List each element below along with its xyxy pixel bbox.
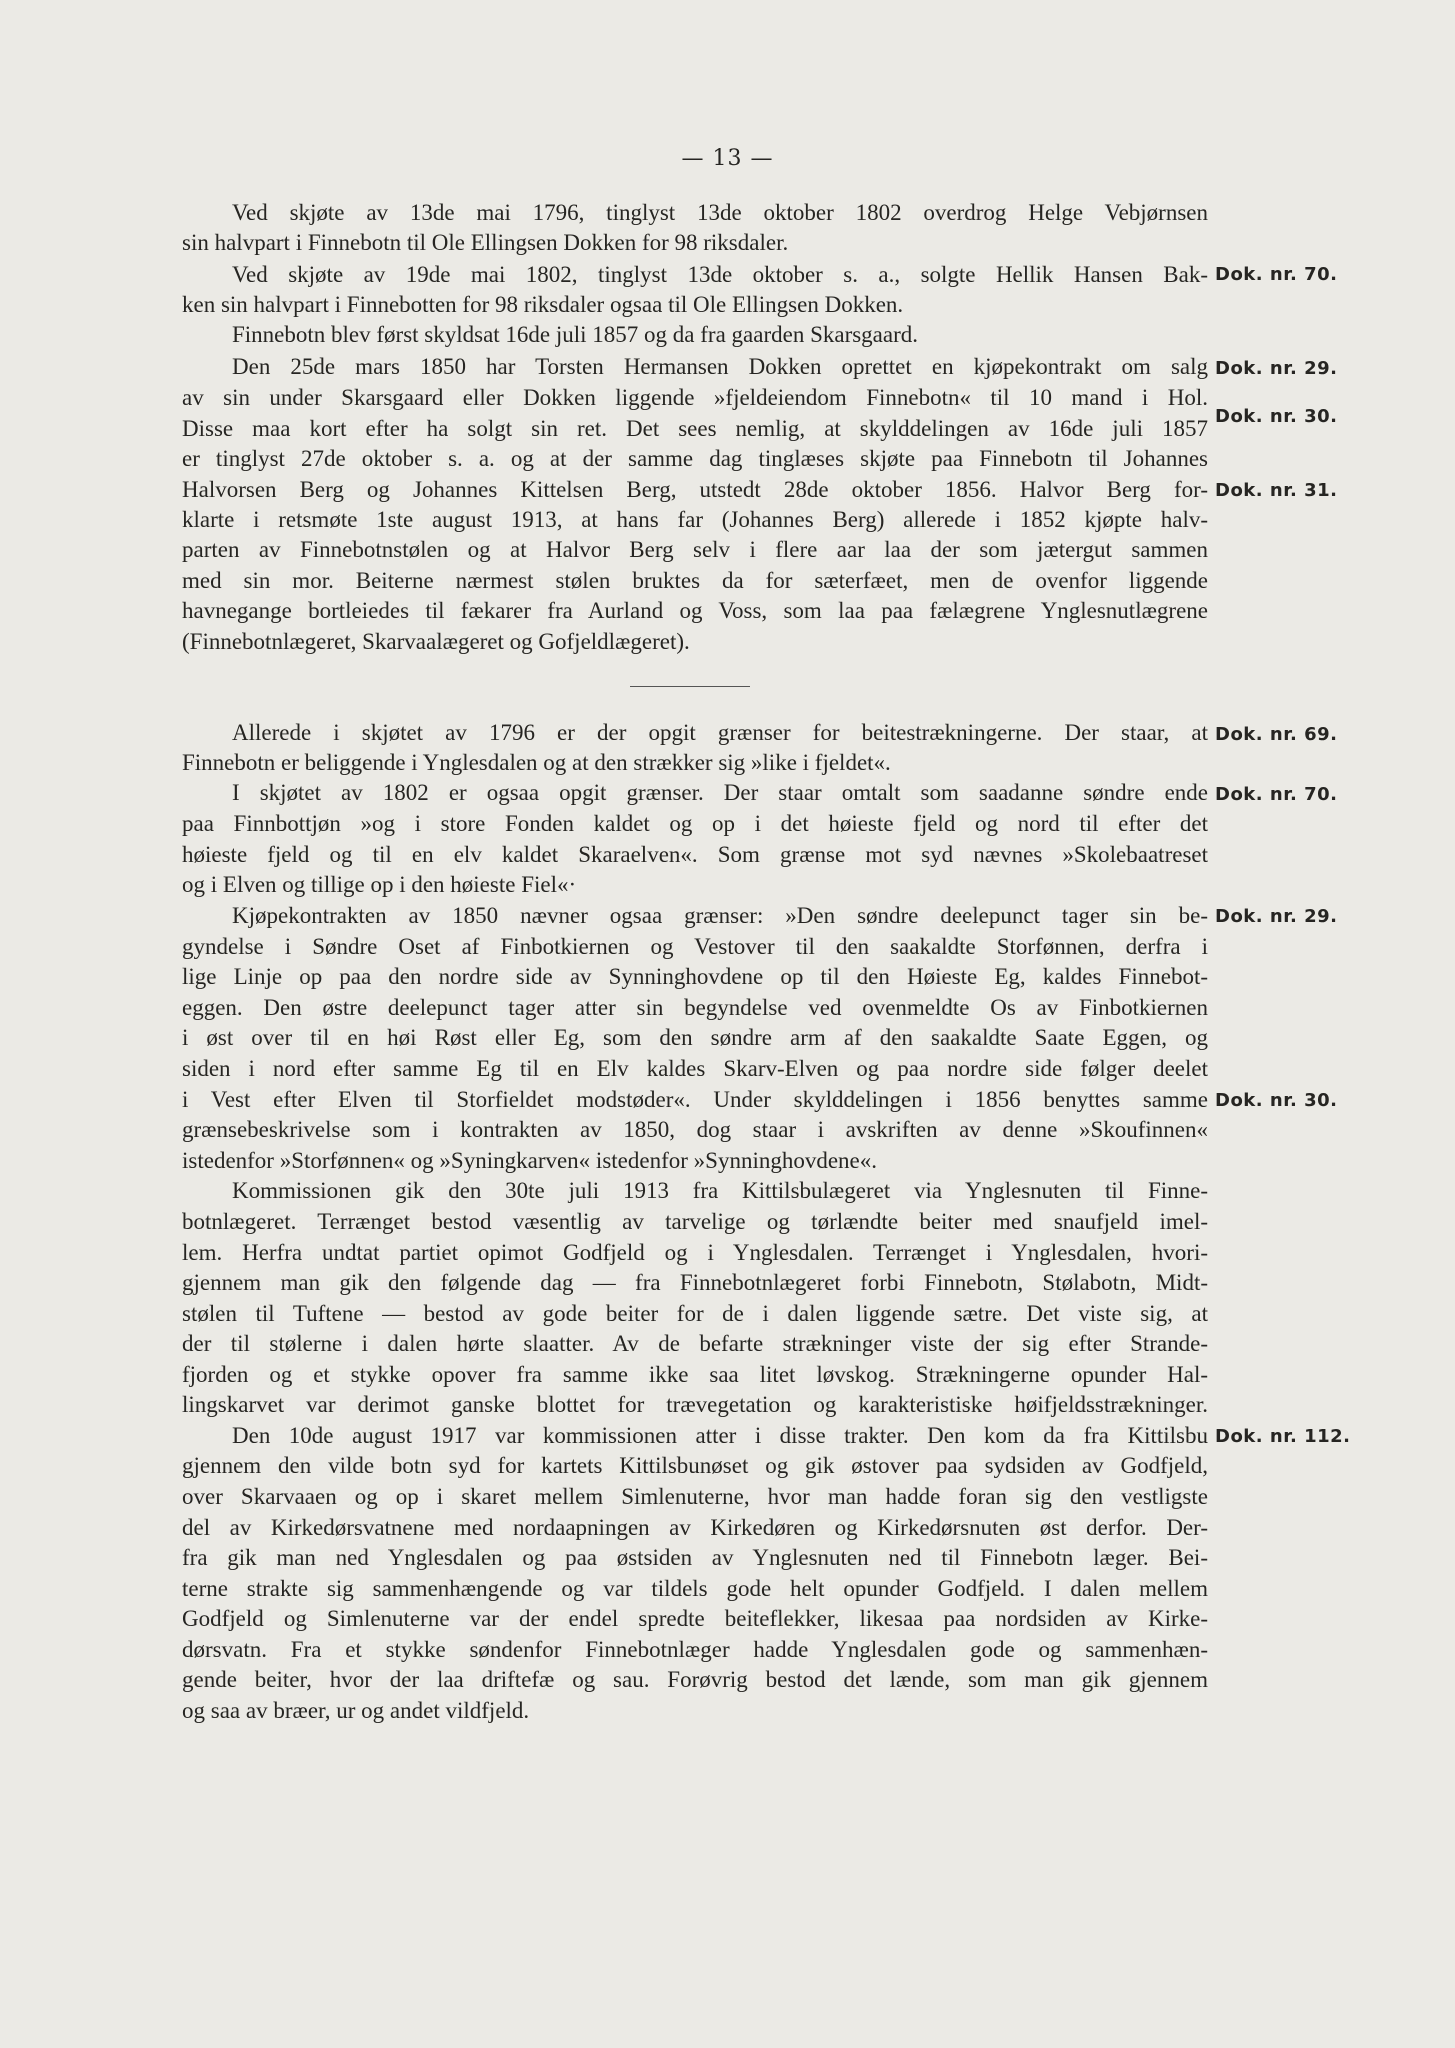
- text-line: dørsvatn. Fra et stykke søndenfor Finnebotnlæger hadde Ynglesdalen gode og sammenhæn-: [182, 1637, 1208, 1662]
- text-line: Finnebotn er beliggende i Ynglesdalen og at den strækker sig »like i fjeldet«.: [182, 750, 891, 775]
- text-line: Den 10de august 1917 var kommissionen atter i disse trakter. Den kom da fra Kittilsbu: [232, 1423, 1208, 1448]
- text-line: er tinglyst 27de oktober s. a. og at der samme dag tinglæses skjøte paa Finnebotn til Johannes: [182, 446, 1208, 471]
- text-line: Ved skjøte av 13de mai 1796, tinglyst 13de oktober 1802 overdrog Helge Vebjørnsen: [232, 200, 1208, 225]
- text-line: stølen til Tuftene — bestod av gode beiter for de i dalen liggende sætre. Det viste sig, at: [182, 1301, 1208, 1326]
- margin-note: Dok. nr. 30.: [1215, 406, 1338, 427]
- text-line: istedenfor »Storfønnen« og »Syningkarven« istedenfor »Synninghovdene«.: [182, 1148, 877, 1173]
- text-line: gende beiter, hvor der laa driftefæ og sau. Forøvrig bestod det lænde, som man gik gjennem: [182, 1667, 1208, 1692]
- text-line: der til stølerne i dalen hørte slaatter. Av de befarte strækninger viste der sig efter Strande-: [182, 1331, 1208, 1356]
- text-line: fjorden og et stykke opover fra samme ikke saa litet løvskog. Strækningerne opunder Hal-: [182, 1362, 1208, 1387]
- text-line: grænsebeskrivelse som i kontrakten av 1850, dog staar i avskriften av denne »Skoufinnen«: [182, 1117, 1208, 1142]
- text-line: fra gik man ned Ynglesdalen og paa østsiden av Ynglesnuten ned til Finnebotn læger. Bei-: [182, 1545, 1208, 1570]
- text-line: med sin mor. Beiterne nærmest stølen bruktes da for sæterfæet, men de ovenfor liggende: [182, 568, 1208, 593]
- text-line: i Vest efter Elven til Storfieldet modstøder«. Under skylddelingen i 1856 benyttes samme: [182, 1087, 1208, 1112]
- text-line: over Skarvaaen og op i skaret mellem Simlenuterne, hvor man hadde foran sig den vestligste: [182, 1484, 1208, 1509]
- text-line: Ved skjøte av 19de mai 1802, tinglyst 13de oktober s. a., solgte Hellik Hansen Bak-: [232, 262, 1208, 287]
- margin-note: Dok. nr. 70.: [1215, 264, 1338, 285]
- section-divider: [630, 686, 750, 687]
- text-line: gyndelse i Søndre Oset af Finbotkiernen og Vestover til den saakaldte Storfønnen, derfra i: [182, 934, 1208, 959]
- margin-note: Dok. nr. 30.: [1215, 1090, 1338, 1111]
- text-line: sin halvpart i Finnebotn til Ole Ellingsen Dokken for 98 riksdaler.: [182, 230, 789, 255]
- text-line: paa Finnbottjøn »og i store Fonden kaldet og op i det høieste fjeld og nord til efter det: [182, 811, 1208, 836]
- text-line: gjennem den vilde botn syd for kartets Kittilsbunøset og gik østover paa sydsiden av Godfjeld,: [182, 1453, 1208, 1478]
- text-line: Disse maa kort efter ha solgt sin ret. Det sees nemlig, at skylddelingen av 16de juli 1857: [182, 416, 1208, 441]
- text-line: eggen. Den østre deelepunct tager atter sin begyndelse ved ovenmeldte Os av Finbotkiernen: [182, 995, 1208, 1020]
- text-line: lingskarvet var derimot ganske blottet for trævegetation og karakteristiske høifjeldsstrækninger.: [182, 1392, 1208, 1417]
- text-line: Halvorsen Berg og Johannes Kittelsen Berg, utstedt 28de oktober 1856. Halvor Berg for-: [182, 477, 1208, 502]
- text-line: siden i nord efter samme Eg til en Elv kaldes Skarv-Elven og paa nordre side følger deelet: [182, 1056, 1208, 1081]
- page-number: — 13 —: [681, 146, 774, 171]
- text-line: av sin under Skarsgaard eller Dokken liggende »fjeldeiendom Finnebotn« til 10 mand i Hol.: [182, 385, 1208, 410]
- text-line: i øst over til en høi Røst eller Eg, som den søndre arm af den saakaldte Saate Eggen, og: [182, 1025, 1208, 1050]
- text-line: terne strakte sig sammenhængende og var tildels gode helt opunder Godfjeld. I dalen mellem: [182, 1576, 1208, 1601]
- margin-note: Dok. nr. 31.: [1215, 480, 1338, 501]
- text-line: gjennem man gik den følgende dag — fra Finnebotnlægeret forbi Finnebotn, Stølabotn, Midt-: [182, 1270, 1208, 1295]
- text-line: høieste fjeld og til en elv kaldet Skaraelven«. Som grænse mot syd nævnes »Skolebaatreset: [182, 842, 1208, 867]
- text-line: Godfjeld og Simlenuterne var der endel spredte beiteflekker, likesaa paa nordsiden av Kirke-: [182, 1606, 1208, 1631]
- text-line: I skjøtet av 1802 er ogsaa opgit grænser. Der staar omtalt som saadanne søndre ende: [232, 780, 1208, 805]
- margin-note: Dok. nr. 112.: [1215, 1426, 1351, 1447]
- text-line: klarte i retsmøte 1ste august 1913, at hans far (Johannes Berg) allerede i 1852 kjøpte halv-: [182, 507, 1208, 532]
- text-line: Finnebotn blev først skyldsat 16de juli 1857 og da fra gaarden Skarsgaard.: [232, 322, 919, 347]
- text-line: ken sin halvpart i Finnebotten for 98 riksdaler ogsaa til Ole Ellingsen Dokken.: [182, 292, 904, 317]
- text-line: Allerede i skjøtet av 1796 er der opgit grænser for beitestrækningerne. Der staar, at: [232, 720, 1208, 745]
- text-line: havnegange bortleiedes til fækarer fra Aurland og Voss, som laa paa fælægrene Ynglesnutlægrene: [182, 598, 1208, 623]
- text-line: og i Elven og tillige op i den høieste Fiel«·: [182, 872, 577, 897]
- text-line: parten av Finnebotnstølen og at Halvor Berg selv i flere aar laa der som jætergut sammen: [182, 537, 1208, 562]
- margin-note: Dok. nr. 70.: [1215, 784, 1338, 805]
- text-line: Kommissionen gik den 30te juli 1913 fra Kittilsbulægeret via Ynglesnuten til Finne-: [232, 1178, 1208, 1203]
- margin-note: Dok. nr. 29.: [1215, 358, 1338, 379]
- margin-note: Dok. nr. 29.: [1215, 906, 1338, 927]
- text-line: og saa av bræer, ur og andet vildfjeld.: [182, 1698, 530, 1723]
- text-line: lige Linje op paa den nordre side av Synninghovdene op til den Høieste Eg, kaldes Finnebot-: [182, 964, 1208, 989]
- margin-note: Dok. nr. 69.: [1215, 724, 1338, 745]
- text-line: Kjøpekontrakten av 1850 nævner ogsaa grænser: »Den søndre deelepunct tager sin be-: [232, 903, 1208, 928]
- text-line: (Finnebotnlægeret, Skarvaalægeret og Gofjeldlægeret).: [182, 629, 690, 654]
- text-line: Den 25de mars 1850 har Torsten Hermansen Dokken oprettet en kjøpekontrakt om salg: [232, 354, 1208, 379]
- text-line: botnlægeret. Terrænget bestod væsentlig av tarvelige og tørlændte beiter med snaufjeld imel-: [182, 1209, 1208, 1234]
- text-line: del av Kirkedørsvatnene med nordaapningen av Kirkedøren og Kirkedørsnuten øst derfor. Der-: [182, 1515, 1208, 1540]
- text-line: lem. Herfra undtat partiet opimot Godfjeld og i Ynglesdalen. Terrænget i Ynglesdalen, hvori-: [182, 1240, 1208, 1265]
